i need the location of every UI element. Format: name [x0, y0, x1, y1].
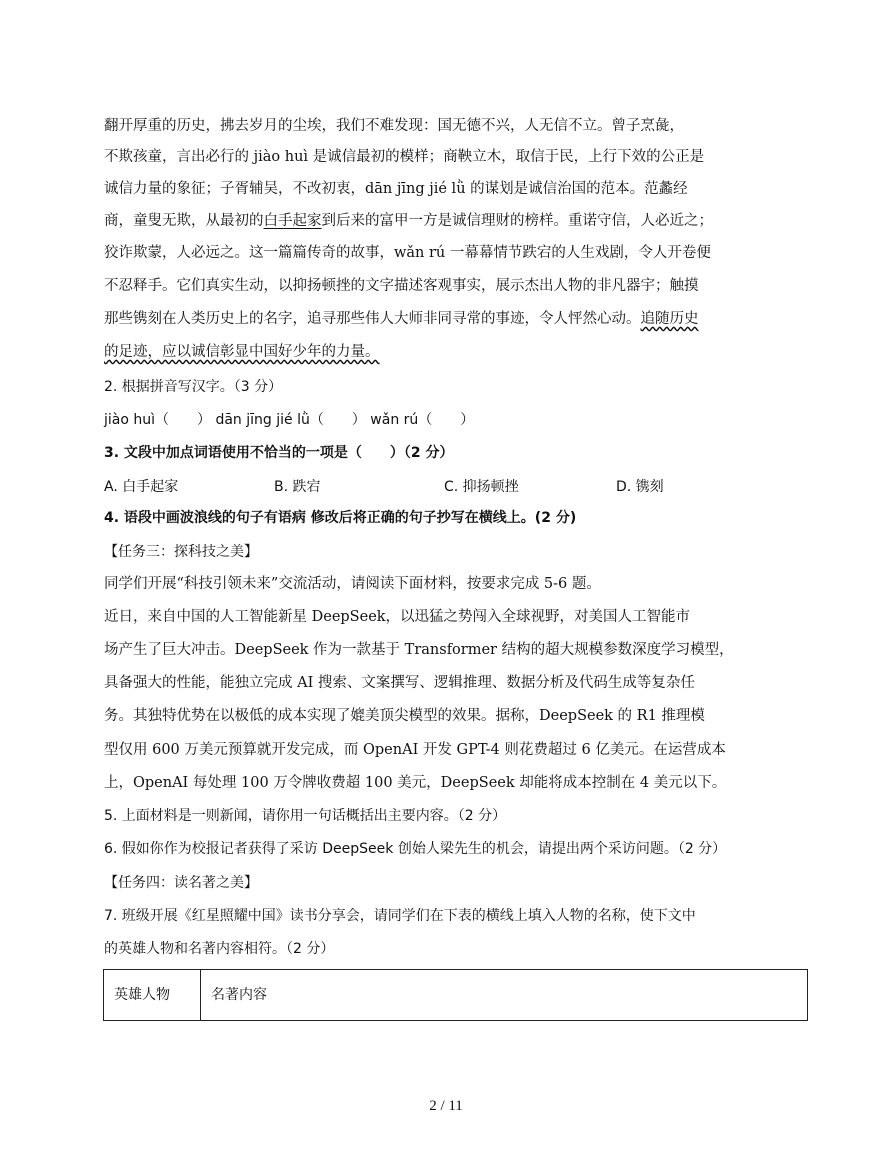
- wavy-underlined-sentence: 追随历史: [640, 311, 699, 327]
- news-line: 具备强大的性能，能独立完成 AI 搜索、文案撰写、逻辑推理、数据分析及代码生成等复杂任: [104, 675, 695, 691]
- passage-line: [104, 211, 713, 231]
- table-header-content: 名著内容: [201, 970, 808, 1021]
- passage-line: [104, 309, 699, 329]
- option-c: C. 抑扬顿挫: [444, 479, 519, 495]
- task4-heading: 【任务四：读名著之美】: [104, 875, 258, 891]
- wavy-underlined-sentence: 的足迹，应以诚信彰显中国好少年的力量。: [104, 344, 380, 360]
- question-3-title: [104, 443, 454, 463]
- question-7-line: 的英雄人物和名著内容相符。（2 分）: [104, 941, 335, 957]
- table-row: [104, 970, 808, 1021]
- option-d: D. 镌刻: [616, 479, 664, 495]
- passage-text: 商，童叟无欺，从最初的: [104, 213, 264, 229]
- option-b: B. 跌宕: [274, 479, 321, 495]
- news-line: 上，OpenAI 每处理 100 万令牌收费超 100 美元，DeepSeek 却能将成本控制在 4 美元以下。: [104, 775, 727, 791]
- news-line: 近日，来自中国的人工智能新星 DeepSeek，以迅猛之势闯入全球视野，对美国人工智能市: [104, 609, 691, 625]
- news-line: 场产生了巨大冲击。DeepSeek 作为一款基于 Transformer 结构的超大规模参数深度学习模型，: [104, 642, 734, 658]
- passage-text: 那些镌刻在人类历史上的名字，追寻那些伟人大师非同寻常的事迹，令人怦然心动。: [104, 311, 641, 327]
- question-6-title: 6. 假如你作为校报记者获得了采访 DeepSeek 创始人梁先生的机会，请提出两个采访问题。（2 分）: [104, 841, 727, 857]
- question-2-title: 2. 根据拼音写汉字。（3 分）: [104, 379, 283, 395]
- passage-text: 到后来的富甲一方是诚信理财的榜样。重诺守信，人必近之；: [321, 213, 713, 229]
- hero-table: [103, 969, 808, 1021]
- passage-line: 翻开厚重的历史，拂去岁月的尘埃，我们不难发现：国无德不兴，人无信不立。曾子烹彘，: [104, 118, 684, 134]
- underlined-phrase: 白手起家: [263, 213, 322, 229]
- task3-intro: 同学们开展“科技引领未来”交流活动，请阅读下面材料，按要求完成 5-6 题。: [104, 576, 601, 592]
- question-7-line: 7. 班级开展《红星照耀中国》读书分享会，请同学们在下表的横线上填入人物的名称，使下文中: [104, 908, 696, 924]
- question-3-text: 3. 文段中加点词语使用不恰当的一项是（ ）（2 分）: [104, 445, 454, 461]
- news-line: 型仅用 600 万美元预算就开发完成，而 OpenAI 开发 GPT-4 则花费超过 6 亿美元。在运营成本: [104, 742, 726, 758]
- passage-line: [104, 342, 380, 362]
- question-2-answers: jiào huì（ ） dān jīng jié lǜ（ ） wǎn rú（ ）: [104, 412, 475, 428]
- news-line: 务。其独特优势在以极低的成本实现了媲美顶尖模型的效果。据称，DeepSeek 的 R1 推理模: [104, 708, 705, 724]
- passage-line: 不欺孩童，言出必行的 jiào huì 是诚信最初的模样；商鞅立木，取信于民，上行下效的公正是: [104, 149, 705, 165]
- passage-line: 诚信力量的象征；子胥辅吴，不改初衷，dān jīng jié lǜ 的谋划是诚信治国的范本。范蠡经: [104, 181, 688, 197]
- question-5-title: 5. 上面材料是一则新闻，请你用一句话概括出主要内容。（2 分）: [104, 808, 507, 824]
- question-4-title: 4. 语段中画波浪线的句子有语病 修改后将正确的句子抄写在横线上。(2 分): [104, 510, 577, 526]
- option-a: A. 白手起家: [104, 479, 179, 495]
- passage-line: 不忍释手。它们真实生动，以抑扬顿挫的文字描述客观事实，展示杰出人物的非凡器宇；触摸: [104, 278, 699, 294]
- table-header-hero: 英雄人物: [104, 970, 201, 1021]
- passage-line: 狡诈欺蒙，人必远之。这一篇篇传奇的故事，wǎn rú 一幕幕情节跌宕的人生戏剧，令人开卷便: [104, 245, 711, 261]
- page-number: 2 / 11: [429, 1098, 463, 1114]
- task3-heading: 【任务三：探科技之美】: [104, 544, 258, 560]
